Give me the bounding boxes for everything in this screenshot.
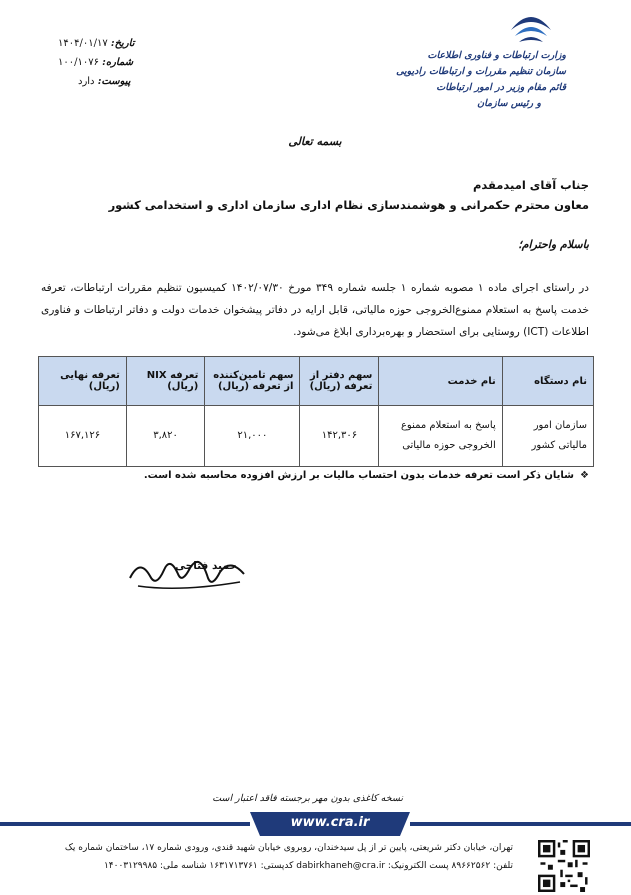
attachment-value: دارد (78, 76, 95, 87)
table-row (39, 406, 594, 467)
recipient-title: معاون محترم حکمرانی و هوشمندسازی نظام اداری سازمان اداری و استخدامی کشور (108, 198, 589, 212)
letter-attachment (78, 76, 131, 87)
date-label: تاریخ: (110, 38, 135, 49)
tax-note-text: شایان ذکر است تعرفه خدمات بدون احتساب مالیات بر ارزش افزوده محاسبه شده است. (143, 470, 575, 481)
website-link[interactable]: www.cra.ir (290, 815, 370, 830)
bismillah: بسمه تعالی (288, 135, 342, 148)
copy-validity-note: نسخه کاغذی بدون مهر برجسته فاقد اعتبار است (212, 793, 403, 804)
col-provider-share: سهم تامین‌کننده از تعرفه (ریال) (205, 357, 300, 406)
tax-note (144, 470, 589, 481)
cell-office-share: ۱۴۲,۳۰۶ (300, 406, 379, 467)
cell-final-tariff: ۱۶۷,۱۲۶ (39, 406, 127, 467)
recipient-name: جناب آقای امیدمقدم (472, 178, 589, 192)
col-nix-tariff: تعرفه NIX (ریال) (126, 357, 204, 406)
col-final-tariff: تعرفه نهایی (ریال) (39, 357, 127, 406)
qr-code-icon (538, 840, 590, 892)
org-line-head: و رئیس سازمان (477, 98, 541, 109)
cell-provider-share: ۲۱,۰۰۰ (205, 406, 300, 467)
footer-contact: تلفن: ۸۹۶۶۲۵۶۲ پست الکترونیک: dabirkhaneh@cra.ir کدپستی: ۱۶۳۱۷۱۳۷۶۱ شناسه ملی: ۱۴۰۰۳۱۲۹۹۸۵ (103, 861, 513, 871)
cell-agency: سازمان امور مالیاتی کشور (502, 406, 593, 467)
letter-number (58, 57, 133, 68)
col-office-share: سهم دفتر از تعرفه (ریال) (300, 357, 379, 406)
diamond-bullet-icon: ❖ (580, 470, 589, 481)
signer-name: حمید فتاحی (175, 560, 237, 572)
tariff-table (38, 356, 594, 467)
letter-body: در راستای اجرای ماده ۱ مصوبه شماره ۱ جلسه شماره ۳۴۹ مورخ ۱۴۰۲/۰۷/۳۰ کمیسیون تنظیم مقررات ارتباطات، تعرفه خدمت پاسخ به استعلام ممنوع‌الخروجی حوزه مالیاتی، قابل ارایه در دفاتر پیشخوان خدمات دولت و دفاتر ارتباطات و فناوری اطلاعات (ICT) روستایی برای استحضار و بهره‌برداری ابلاغ می‌شود. (41, 282, 590, 338)
cell-nix-tariff: ۳,۸۲۰ (126, 406, 204, 467)
org-line-deputy: قائم مقام وزیر در امور ارتباطات (436, 82, 566, 93)
col-service: نام خدمت (379, 357, 502, 406)
greeting: باسلام واحترام؛ (518, 238, 589, 251)
number-value: ۱۰۰/۱۰۷۶ (58, 57, 99, 68)
date-value: ۱۴۰۴/۰۱/۱۷ (58, 38, 108, 49)
footer-address: تهران، خیابان دکتر شریعتی، پایین تر از پل سیدخندان، روبروی خیابان شهید قندی، ورودی شماره ۱۷، ساختمان شماره یک (64, 843, 513, 853)
letter-date (58, 38, 135, 49)
cell-service: پاسخ به استعلام ممنوع الخروجی حوزه مالیاتی (379, 406, 502, 467)
org-line-ministry: وزارت ارتباطات و فناوری اطلاعات (427, 50, 566, 61)
table-header-row (39, 357, 594, 406)
signature-scribble-icon (120, 548, 250, 596)
col-agency: نام دستگاه (502, 357, 593, 406)
attachment-label: پیوست: (97, 76, 131, 87)
number-label: شماره: (102, 57, 134, 68)
org-line-organization: سازمان تنظیم مقررات و ارتباطات رادیویی (396, 66, 566, 77)
cra-logo-icon (505, 8, 557, 44)
